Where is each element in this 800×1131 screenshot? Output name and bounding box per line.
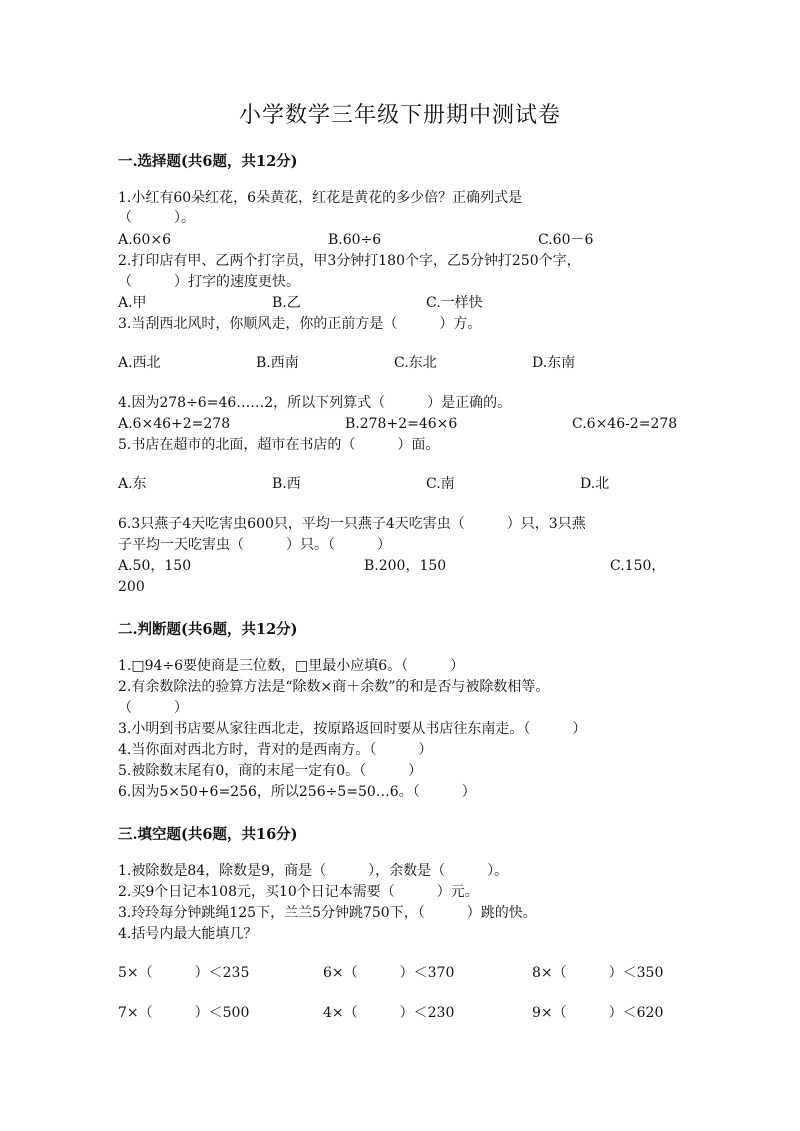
fill-item: 3.玲玲每分钟跳绳125下，兰兰5分钟跳750下，（ ）跳的快。 [118, 905, 537, 921]
question-5-option-c[interactable]: C.南 [426, 476, 455, 492]
question-2-option-c[interactable]: C.一样快 [426, 295, 483, 311]
page-title: 小学数学三年级下册期中测试卷 [238, 103, 561, 128]
question-3-option-b[interactable]: B.西南 [256, 355, 299, 371]
section-title-judgement: 二.判断题(共6题，共12分) [118, 621, 298, 638]
inequality-item: 9×（ ）＜620 [532, 1005, 664, 1021]
question-6-option-c[interactable]: C.150， [610, 558, 666, 574]
question-5-option-d[interactable]: D.北 [580, 476, 610, 492]
question-2-option-b[interactable]: B.乙 [272, 295, 301, 311]
inequality-item: 7×（ ）＜500 [118, 1005, 250, 1021]
question-3-option-a[interactable]: A.西北 [118, 355, 161, 371]
question-6-text-cont: 子平均一天吃害虫（ ）只。（ ） [118, 537, 391, 553]
question-1-text-cont: （ ）。 [118, 210, 195, 226]
judgement-item: 2.有余数除法的验算方法是“除数×商＋余数”的和是否与被除数相等。 [118, 679, 550, 695]
question-4-option-b[interactable]: B.278+2=46×6 [345, 416, 458, 432]
question-5-option-a[interactable]: A.东 [118, 476, 147, 492]
question-6-text: 6.3只燕子4天吃害虫600只，平均一只燕子4天吃害虫（ ）只，3只燕 [118, 516, 586, 532]
section-title-choice: 一.选择题(共6题，共12分) [118, 153, 298, 170]
question-4-text: 4.因为278÷6=46……2，所以下列算式（ ）是正确的。 [118, 395, 512, 411]
question-2-text: 2.打印店有甲、乙两个打字员，甲3分钟打180个字，乙5分钟打250个字， [118, 253, 581, 269]
judgement-item: 3.小明到书店要从家往西北走，按原路返回时要从书店往东南走。（ ） [118, 721, 587, 737]
judgement-item: 1.□94÷6要使商是三位数，□里最小应填6。（ ） [118, 658, 465, 674]
section-title-fill: 三.填空题(共6题，共16分) [118, 826, 298, 843]
judgement-item: 6.因为5×50+6=256，所以256÷5=50…6。（ ） [118, 784, 476, 800]
fill-item: 1.被除数是84，除数是9，商是（ ），余数是（ ）。 [118, 863, 509, 879]
inequality-item: 6×（ ）＜370 [323, 965, 455, 981]
question-3-option-c[interactable]: C.东北 [394, 355, 437, 371]
question-3-text: 3.当刮西北风时，你顺风走，你的正前方是（ ）方。 [118, 316, 482, 332]
judgement-item: 5.被除数末尾有0，商的末尾一定有0。（ ） [118, 763, 423, 779]
judgement-item: （ ） [118, 700, 188, 716]
question-4-option-a[interactable]: A.6×46+2=278 [118, 416, 231, 432]
fill-item: 2.买9个日记本108元，买10个日记本需要（ ）元。 [118, 884, 479, 900]
judgement-item: 4.当你面对西北方时，背对的是西南方。（ ） [118, 742, 433, 758]
question-2-text-cont: （ ）打字的速度更快。 [118, 274, 300, 290]
question-5-text: 5.书店在超市的北面，超市在书店的（ ）面。 [118, 437, 440, 453]
inequality-item: 5×（ ）＜235 [118, 965, 250, 981]
question-5-option-b[interactable]: B.西 [272, 476, 301, 492]
question-1-option-a[interactable]: A.60×6 [118, 232, 172, 248]
question-6-option-a[interactable]: A.50，150 [118, 558, 192, 574]
question-1-option-b[interactable]: B.60÷6 [328, 232, 382, 248]
inequality-item: 8×（ ）＜350 [532, 965, 664, 981]
question-6-option-b[interactable]: B.200，150 [364, 558, 447, 574]
fill-item: 4.括号内最大能填几？ [118, 926, 258, 942]
question-4-option-c[interactable]: C.6×46-2=278 [572, 416, 678, 432]
question-1-option-c[interactable]: C.60－6 [538, 232, 594, 248]
question-3-option-d[interactable]: D.东南 [532, 355, 576, 371]
question-1-text: 1.小红有60朵红花，6朵黄花，红花是黄花的多少倍？正确列式是 [118, 190, 523, 206]
question-6-option-c-cont: 200 [118, 579, 145, 595]
question-2-option-a[interactable]: A.甲 [118, 295, 147, 311]
inequality-item: 4×（ ）＜230 [323, 1005, 455, 1021]
